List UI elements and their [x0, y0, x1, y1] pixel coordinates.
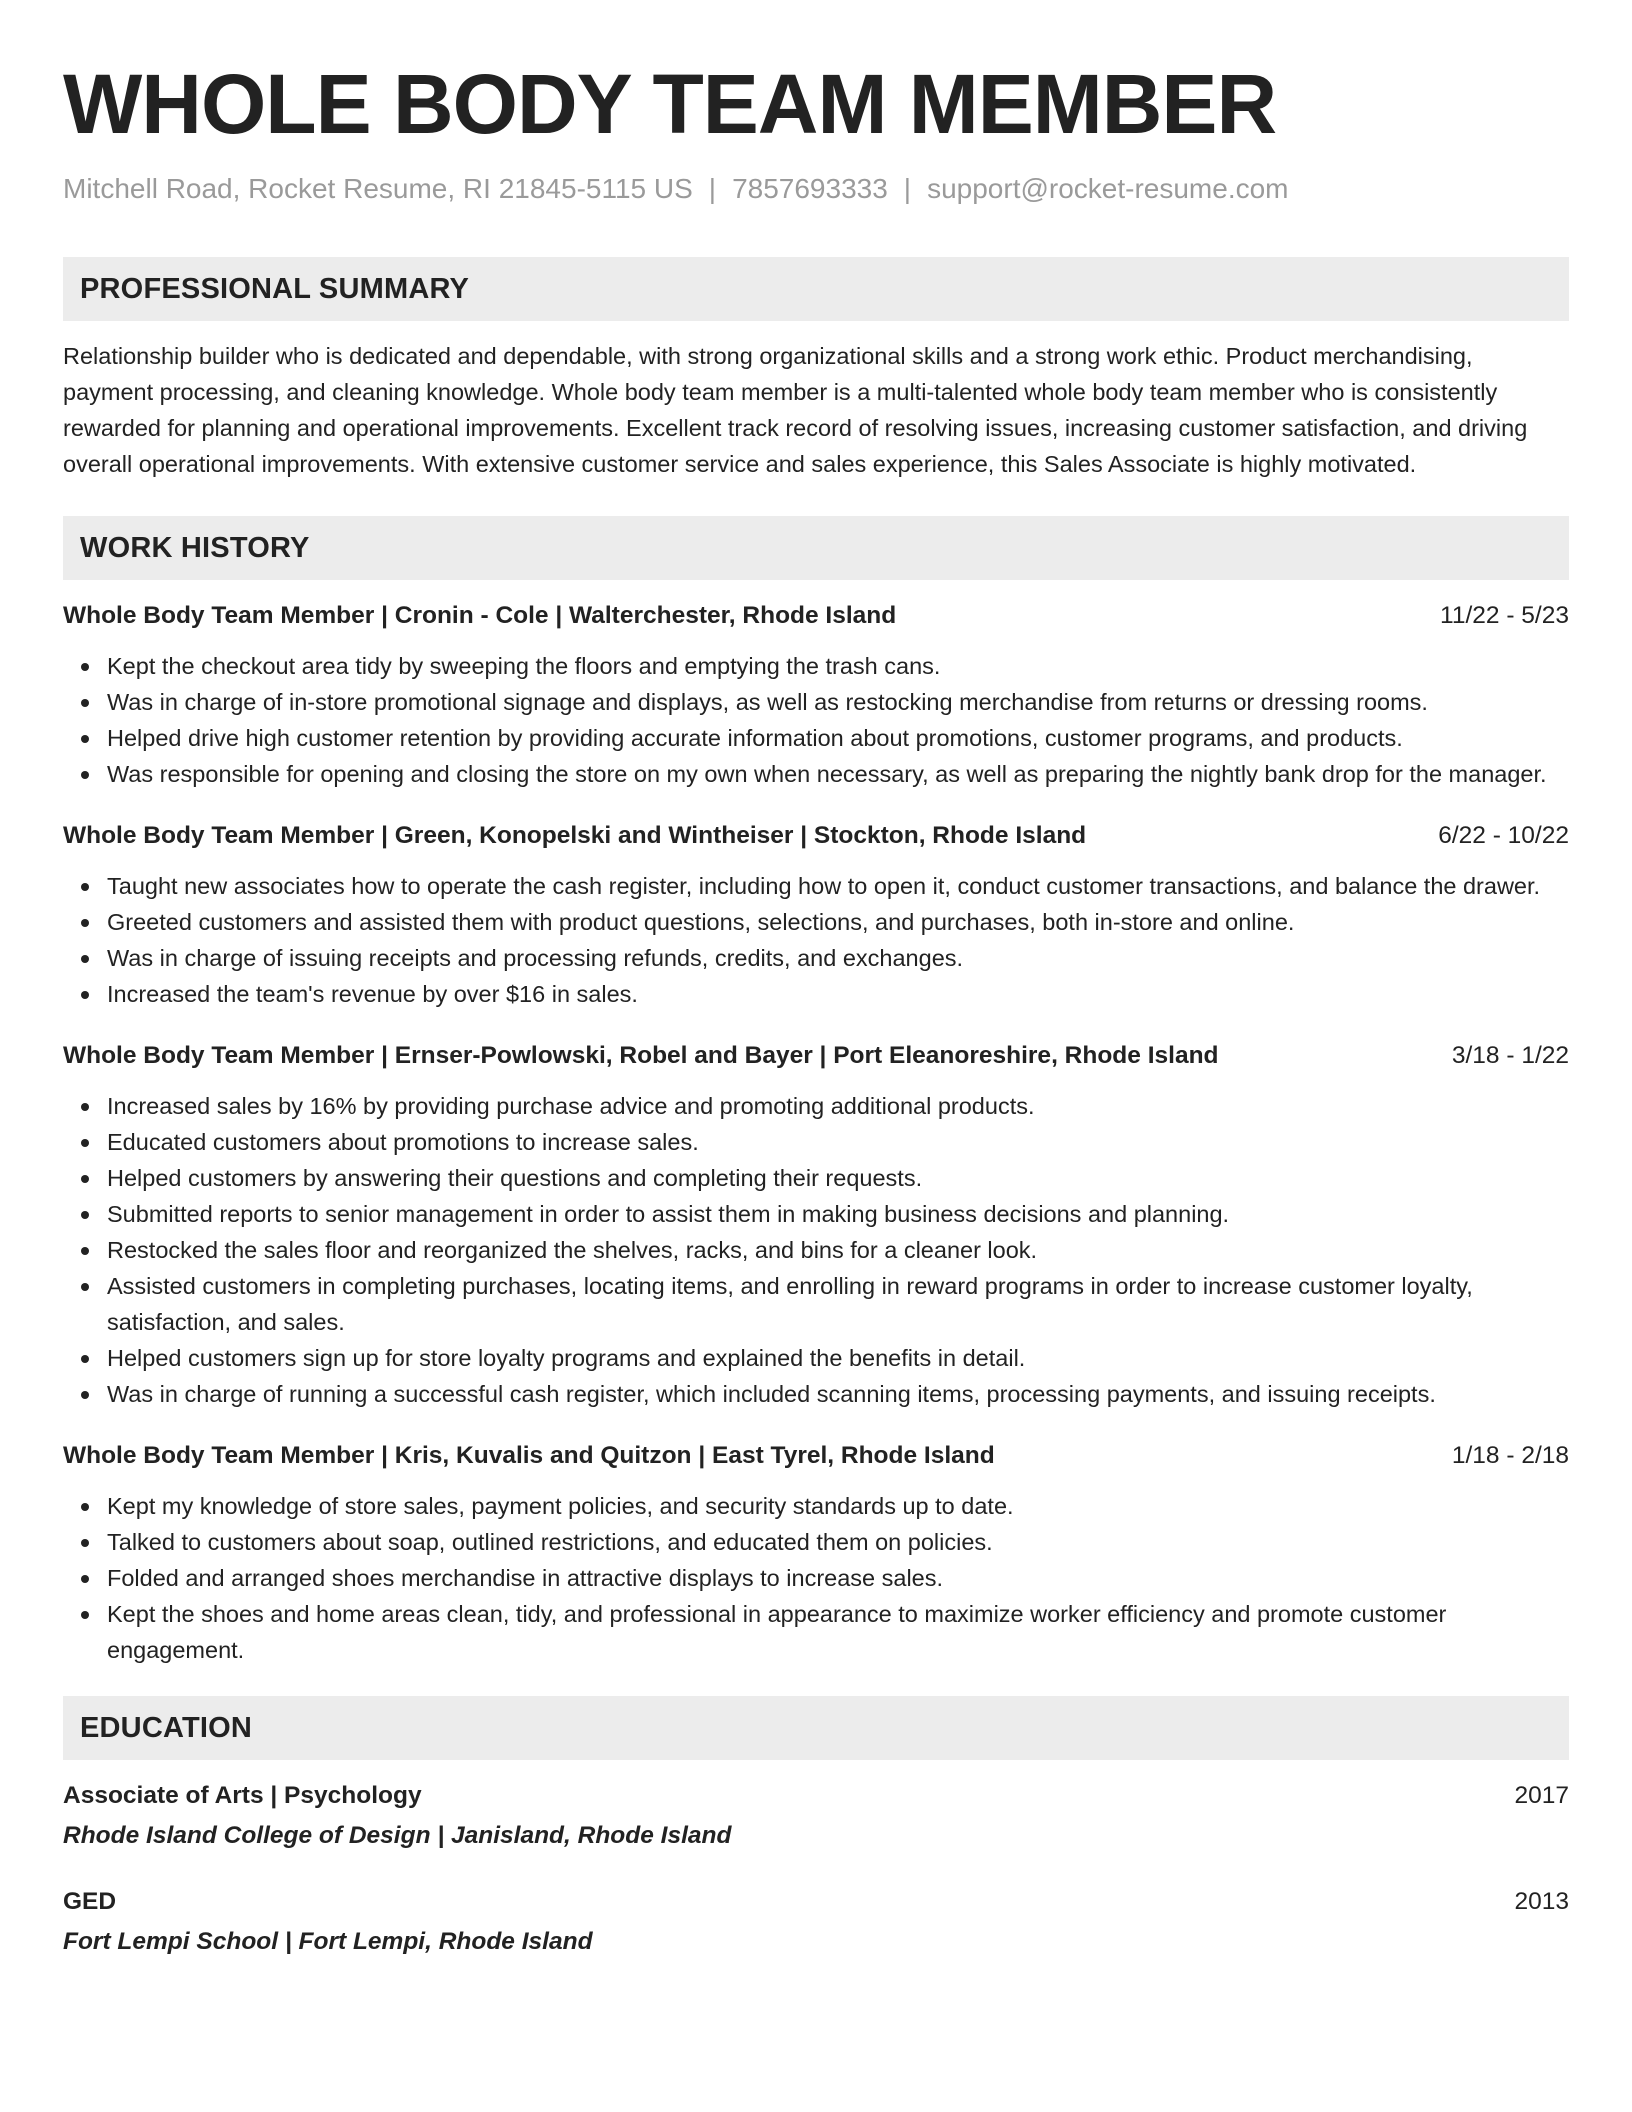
bullet-icon: [81, 1355, 89, 1363]
job-title: Whole Body Team Member | Kris, Kuvalis and Quitzon | East Tyrel, Rhode Island: [63, 1442, 995, 1469]
bullet-icon: [81, 1103, 89, 1111]
bullet-icon: [81, 1539, 89, 1547]
section-header-summary: PROFESSIONAL SUMMARY: [63, 257, 1569, 321]
job-dates: 3/18 - 1/22: [1451, 1042, 1569, 1069]
job-header: [63, 818, 1569, 854]
bullet-icon: [81, 919, 89, 927]
job-bullet: [107, 648, 1569, 684]
job-bullet-text: Kept the checkout area tidy by sweeping the floors and emptying the trash cans.: [107, 653, 941, 679]
job-bullet-text: Talked to customers about soap, outlined restrictions, and educated them on policies.: [107, 1529, 993, 1555]
job-bullet-text: Taught new associates how to operate the cash register, including how to open it, conduct customer transactions, and balance the drawer.: [107, 873, 1541, 899]
job-bullet-list: [63, 1088, 1569, 1412]
contact-separator: |: [903, 173, 912, 204]
bullet-icon: [81, 771, 89, 779]
job-bullet: [107, 1340, 1569, 1376]
education-header: [63, 1778, 1569, 1814]
job-header: [63, 1438, 1569, 1474]
contact-line: [63, 172, 1569, 206]
bullet-icon: [81, 663, 89, 671]
job-bullet: [107, 1268, 1569, 1340]
job-bullet: [107, 868, 1569, 904]
job-bullet: [107, 976, 1569, 1012]
job-entry: [63, 598, 1569, 792]
job-dates: 11/22 - 5/23: [1440, 602, 1569, 629]
bullet-icon: [81, 883, 89, 891]
bullet-icon: [81, 1247, 89, 1255]
job-dates: 6/22 - 10/22: [1438, 822, 1569, 849]
job-title: Whole Body Team Member | Green, Konopelski and Wintheiser | Stockton, Rhode Island: [63, 822, 1087, 849]
bullet-icon: [81, 1611, 89, 1619]
section-header-work-history: WORK HISTORY: [63, 516, 1569, 580]
summary-paragraph: Relationship builder who is dedicated and dependable, with strong organizational skills and a strong work ethic. Product merchandising, payment processing, and cleaning knowledge. Whole body team member is a multi-talented whole body team member who is consistently rewarded for planning and operational improvements. Excellent track record of resolving issues, increasing customer satisfaction, and driving overall operational improvements. With extensive customer service and sales experience, this Sales Associate is highly motivated.: [63, 343, 1528, 477]
job-bullet-text: Increased the team's revenue by over $16 in sales.: [107, 981, 638, 1007]
education-year: 2013: [1514, 1888, 1569, 1915]
job-bullet-text: Restocked the sales floor and reorganized the shelves, racks, and bins for a cleaner look.: [107, 1237, 1038, 1263]
resume-name-heading: WHOLE BODY TEAM MEMBER: [63, 57, 1277, 151]
job-entry: [63, 1038, 1569, 1412]
bullet-icon: [81, 1503, 89, 1511]
job-bullet-text: Greeted customers and assisted them with product questions, selections, and purchases, both in-store and online.: [107, 909, 1295, 935]
job-bullet-text: Helped customers sign up for store loyalty programs and explained the benefits in detail.: [107, 1345, 1026, 1371]
contact-separator: |: [708, 173, 717, 204]
job-dates: 1/18 - 2/18: [1451, 1442, 1569, 1469]
job-bullet-text: Assisted customers in completing purchases, locating items, and enrolling in reward programs in order to increase customer loyalty, satisfaction, and sales.: [107, 1273, 1473, 1335]
job-bullet-text: Kept my knowledge of store sales, payment policies, and security standards up to date.: [107, 1493, 1014, 1519]
bullet-icon: [81, 991, 89, 999]
job-bullet-text: Educated customers about promotions to increase sales.: [107, 1129, 699, 1155]
job-bullet-text: Helped drive high customer retention by providing accurate information about promotions, customer programs, and products.: [107, 725, 1403, 751]
education-year: 2017: [1514, 1782, 1569, 1809]
education-school: Fort Lempi School | Fort Lempi, Rhode Island: [63, 1928, 593, 1955]
education-school: Rhode Island College of Design | Janisland, Rhode Island: [63, 1822, 732, 1849]
education-header: [63, 1884, 1569, 1920]
job-bullet-text: Folded and arranged shoes merchandise in attractive displays to increase sales.: [107, 1565, 944, 1591]
job-bullet: [107, 1560, 1569, 1596]
job-bullet: [107, 904, 1569, 940]
contact-phone: 7857693333: [732, 173, 888, 204]
job-bullet-text: Increased sales by 16% by providing purchase advice and promoting additional products.: [107, 1093, 1035, 1119]
job-bullet-text: Was in charge of issuing receipts and processing refunds, credits, and exchanges.: [107, 945, 964, 971]
contact-address: Mitchell Road, Rocket Resume, RI 21845-5115 US: [63, 173, 693, 204]
job-bullet: [107, 1488, 1569, 1524]
job-bullet-list: [63, 1488, 1569, 1668]
job-bullet-list: [63, 648, 1569, 792]
job-title: Whole Body Team Member | Cronin - Cole | Walterchester, Rhode Island: [63, 602, 897, 629]
job-bullet: [107, 1596, 1569, 1668]
job-header: [63, 1038, 1569, 1074]
job-bullet: [107, 684, 1569, 720]
job-bullet: [107, 1088, 1569, 1124]
bullet-icon: [81, 955, 89, 963]
bullet-icon: [81, 1391, 89, 1399]
job-title: Whole Body Team Member | Ernser-Powlowski, Robel and Bayer | Port Eleanoreshire, Rhode Island: [63, 1042, 1219, 1069]
bullet-icon: [81, 1139, 89, 1147]
bullet-icon: [81, 1283, 89, 1291]
job-bullet: [107, 1376, 1569, 1412]
bullet-icon: [81, 699, 89, 707]
job-bullet: [107, 756, 1569, 792]
bullet-icon: [81, 1211, 89, 1219]
job-bullet-list: [63, 868, 1569, 1012]
job-bullet-text: Was responsible for opening and closing the store on my own when necessary, as well as preparing the nightly bank drop for the manager.: [107, 761, 1547, 787]
bullet-icon: [81, 1175, 89, 1183]
job-bullet-text: Kept the shoes and home areas clean, tidy, and professional in appearance to maximize worker efficiency and promote customer engagement.: [107, 1601, 1447, 1663]
education-entry: [63, 1778, 1569, 1854]
job-bullet-text: Helped customers by answering their questions and completing their requests.: [107, 1165, 923, 1191]
job-bullet: [107, 940, 1569, 976]
job-bullet-text: Submitted reports to senior management in order to assist them in making business decisions and planning.: [107, 1201, 1230, 1227]
job-header: [63, 598, 1569, 634]
job-bullet: [107, 1524, 1569, 1560]
job-bullet: [107, 1160, 1569, 1196]
job-entry: [63, 1438, 1569, 1668]
education-entry: [63, 1884, 1569, 1960]
education-degree: Associate of Arts | Psychology: [63, 1782, 422, 1809]
job-bullet-text: Was in charge of in-store promotional signage and displays, as well as restocking merchandise from returns or dressing rooms.: [107, 689, 1428, 715]
bullet-icon: [81, 1575, 89, 1583]
job-bullet-text: Was in charge of running a successful cash register, which included scanning items, processing payments, and issuing receipts.: [107, 1381, 1436, 1407]
section-header-education: EDUCATION: [63, 1696, 1569, 1760]
bullet-icon: [81, 735, 89, 743]
job-bullet: [107, 1232, 1569, 1268]
job-bullet: [107, 1124, 1569, 1160]
education-degree: GED: [63, 1888, 117, 1915]
job-entry: [63, 818, 1569, 1012]
job-bullet: [107, 1196, 1569, 1232]
contact-email: support@rocket-resume.com: [927, 173, 1289, 204]
job-bullet: [107, 720, 1569, 756]
